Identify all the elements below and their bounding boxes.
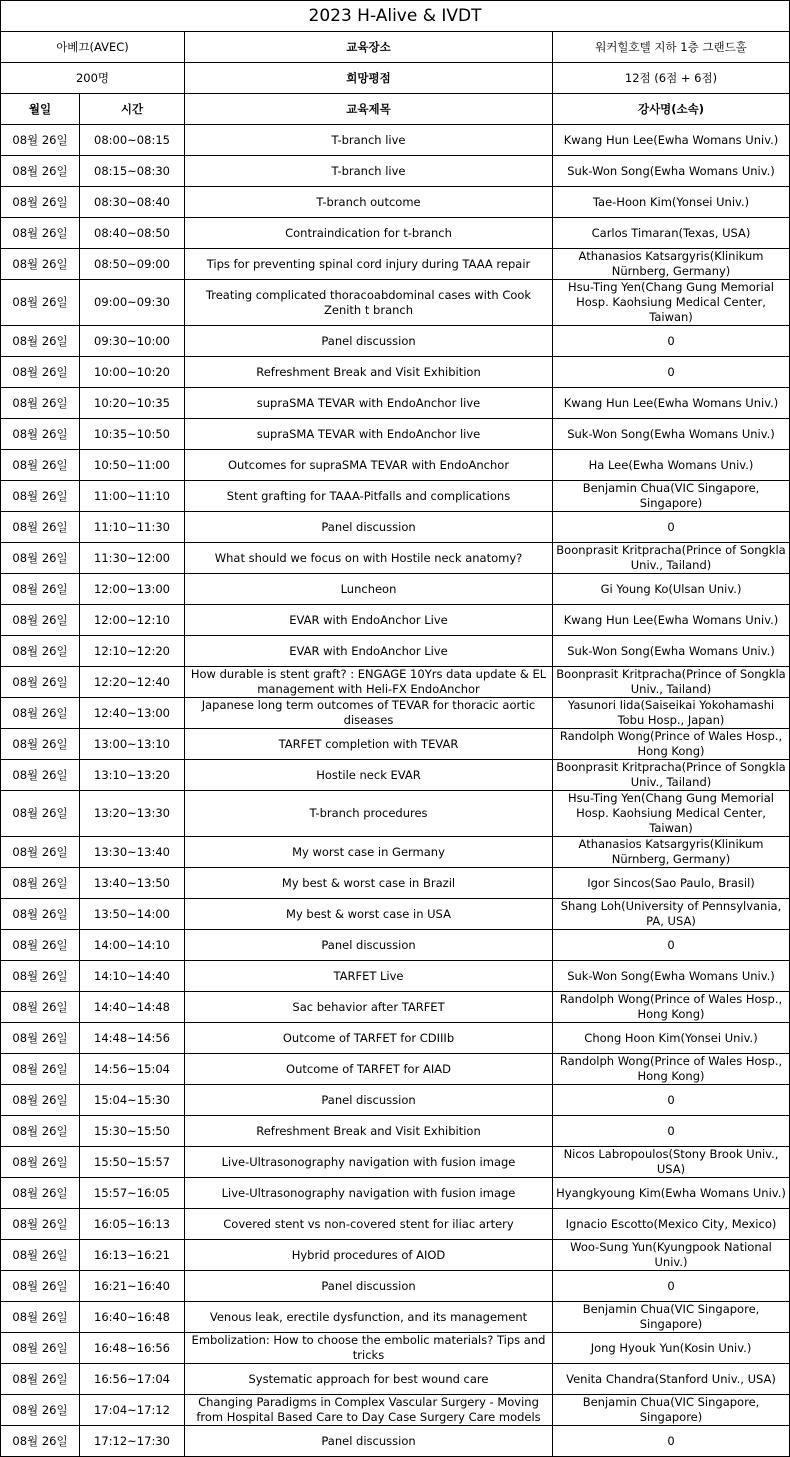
speaker-cell: Gi Young Ko(Ulsan Univ.) — [553, 574, 790, 605]
date-cell: 08월 26일 — [1, 868, 80, 899]
title-cell: Live-Ultrasonography navigation with fusion image — [185, 1147, 553, 1178]
time-cell: 13:50~14:00 — [80, 899, 185, 930]
speaker-cell: 0 — [553, 930, 790, 961]
time-cell: 08:40~08:50 — [80, 218, 185, 249]
speaker-cell: Kwang Hun Lee(Ewha Womans Univ.) — [553, 605, 790, 636]
date-cell: 08월 26일 — [1, 992, 80, 1023]
title-cell: supraSMA TEVAR with EndoAnchor live — [185, 388, 553, 419]
title-cell: T-branch live — [185, 156, 553, 187]
date-cell: 08월 26일 — [1, 1054, 80, 1085]
time-cell: 08:00~08:15 — [80, 125, 185, 156]
speaker-cell: Suk-Won Song(Ewha Womans Univ.) — [553, 156, 790, 187]
table-row — [1, 326, 790, 357]
title-cell: Embolization: How to choose the embolic materials? Tips and tricks — [185, 1333, 553, 1364]
time-cell: 16:13~16:21 — [80, 1240, 185, 1271]
date-cell: 08월 26일 — [1, 218, 80, 249]
time-cell: 08:15~08:30 — [80, 156, 185, 187]
title-cell: Changing Paradigms in Complex Vascular Surgery - Moving from Hospital Based Care to Day Case Surgery Care models — [185, 1395, 553, 1426]
table-row — [1, 868, 790, 899]
time-cell: 11:00~11:10 — [80, 481, 185, 512]
date-cell: 08월 26일 — [1, 481, 80, 512]
table-row — [1, 357, 790, 388]
title-cell: Outcomes for supraSMA TEVAR with EndoAnchor — [185, 450, 553, 481]
table-row — [1, 1085, 790, 1116]
table-row — [1, 1333, 790, 1364]
date-cell: 08월 26일 — [1, 1426, 80, 1457]
table-row — [1, 1023, 790, 1054]
title-cell: Sac behavior after TARFET — [185, 992, 553, 1023]
title-cell: EVAR with EndoAnchor Live — [185, 605, 553, 636]
time-cell: 14:10~14:40 — [80, 961, 185, 992]
speaker-cell: Yasunori Iida(Saiseikai Yokohamashi Tobu Hosp., Japan) — [553, 698, 790, 729]
title-cell: Refreshment Break and Visit Exhibition — [185, 1116, 553, 1147]
table-row — [1, 156, 790, 187]
date-cell: 08월 26일 — [1, 249, 80, 280]
speaker-cell: Boonprasit Kritpracha(Prince of Songkla Univ., Tailand) — [553, 543, 790, 574]
title-cell: supraSMA TEVAR with EndoAnchor live — [185, 419, 553, 450]
table-row — [1, 450, 790, 481]
header-date: 월일 — [1, 94, 80, 125]
date-cell: 08월 26일 — [1, 760, 80, 791]
title-cell: T-branch procedures — [185, 791, 553, 837]
time-cell: 13:10~13:20 — [80, 760, 185, 791]
time-cell: 11:30~12:00 — [80, 543, 185, 574]
speaker-cell: Randolph Wong(Prince of Wales Hosp., Hong Kong) — [553, 992, 790, 1023]
table-row — [1, 729, 790, 760]
table-row — [1, 1271, 790, 1302]
date-cell: 08월 26일 — [1, 1209, 80, 1240]
date-cell: 08월 26일 — [1, 961, 80, 992]
speaker-cell: Igor Sincos(Sao Paulo, Brasil) — [553, 868, 790, 899]
table-row — [1, 574, 790, 605]
speaker-cell: Randolph Wong(Prince of Wales Hosp., Hong Kong) — [553, 729, 790, 760]
table-row — [1, 218, 790, 249]
speaker-cell: Venita Chandra(Stanford Univ., USA) — [553, 1364, 790, 1395]
table-row — [1, 1209, 790, 1240]
date-cell: 08월 26일 — [1, 1395, 80, 1426]
table-row — [1, 992, 790, 1023]
title-cell: My best & worst case in Brazil — [185, 868, 553, 899]
date-cell: 08월 26일 — [1, 899, 80, 930]
title-cell: EVAR with EndoAnchor Live — [185, 636, 553, 667]
speaker-cell: Hyangkyoung Kim(Ewha Womans Univ.) — [553, 1178, 790, 1209]
title-cell: T-branch live — [185, 125, 553, 156]
title-cell: Panel discussion — [185, 1271, 553, 1302]
table-row — [1, 481, 790, 512]
header-time: 시간 — [80, 94, 185, 125]
table-row — [1, 698, 790, 729]
time-cell: 12:40~13:00 — [80, 698, 185, 729]
table-row — [1, 1240, 790, 1271]
venue-value: 워커힐호텔 지하 1층 그랜드홀 — [553, 32, 790, 63]
date-cell: 08월 26일 — [1, 1085, 80, 1116]
time-cell: 17:04~17:12 — [80, 1395, 185, 1426]
table-row — [1, 667, 790, 698]
date-cell: 08월 26일 — [1, 1240, 80, 1271]
title-cell: Outcome of TARFET for CDIIIb — [185, 1023, 553, 1054]
time-cell: 10:35~10:50 — [80, 419, 185, 450]
time-cell: 13:40~13:50 — [80, 868, 185, 899]
title-cell: Hostile neck EVAR — [185, 760, 553, 791]
speaker-cell: 0 — [553, 1085, 790, 1116]
title-cell: Treating complicated thoracoabdominal cases with Cook Zenith t branch — [185, 280, 553, 326]
title-cell: Panel discussion — [185, 512, 553, 543]
title-cell: Panel discussion — [185, 930, 553, 961]
speaker-cell: 0 — [553, 357, 790, 388]
title-cell: Systematic approach for best wound care — [185, 1364, 553, 1395]
speaker-cell: Hsu-Ting Yen(Chang Gung Memorial Hosp. Kaohsiung Medical Center, Taiwan) — [553, 280, 790, 326]
title-cell: Live-Ultrasonography navigation with fusion image — [185, 1178, 553, 1209]
date-cell: 08월 26일 — [1, 512, 80, 543]
table-row — [1, 1116, 790, 1147]
time-cell: 16:48~16:56 — [80, 1333, 185, 1364]
time-cell: 14:56~15:04 — [80, 1054, 185, 1085]
table-row — [1, 125, 790, 156]
date-cell: 08월 26일 — [1, 1302, 80, 1333]
header-speaker: 강사명(소속) — [553, 94, 790, 125]
table-row — [1, 1178, 790, 1209]
table-row — [1, 512, 790, 543]
speaker-cell: Suk-Won Song(Ewha Womans Univ.) — [553, 419, 790, 450]
date-cell: 08월 26일 — [1, 125, 80, 156]
table-row — [1, 249, 790, 280]
header-row — [1, 94, 790, 125]
table-row — [1, 419, 790, 450]
date-cell: 08월 26일 — [1, 667, 80, 698]
table-row — [1, 1054, 790, 1085]
time-cell: 14:00~14:10 — [80, 930, 185, 961]
table-row — [1, 187, 790, 218]
credit-value: 12점 (6점 + 6점) — [553, 63, 790, 94]
speaker-cell: Athanasios Katsargyris(Klinikum Nürnberg, Germany) — [553, 837, 790, 868]
speaker-cell: Nicos Labropoulos(Stony Brook Univ., USA) — [553, 1147, 790, 1178]
speaker-cell: Benjamin Chua(VIC Singapore, Singapore) — [553, 1395, 790, 1426]
speaker-cell: Boonprasit Kritpracha(Prince of Songkla Univ., Tailand) — [553, 760, 790, 791]
date-cell: 08월 26일 — [1, 636, 80, 667]
table-row — [1, 930, 790, 961]
speaker-cell: Carlos Timaran(Texas, USA) — [553, 218, 790, 249]
time-cell: 09:30~10:00 — [80, 326, 185, 357]
table-row — [1, 1426, 790, 1457]
speaker-cell: Kwang Hun Lee(Ewha Womans Univ.) — [553, 125, 790, 156]
speaker-cell: Randolph Wong(Prince of Wales Hosp., Hong Kong) — [553, 1054, 790, 1085]
table-row — [1, 961, 790, 992]
date-cell: 08월 26일 — [1, 930, 80, 961]
date-cell: 08월 26일 — [1, 1116, 80, 1147]
speaker-cell: Tae-Hoon Kim(Yonsei Univ.) — [553, 187, 790, 218]
speaker-cell: Athanasios Katsargyris(Klinikum Nürnberg, Germany) — [553, 249, 790, 280]
table-row — [1, 760, 790, 791]
table-row — [1, 1302, 790, 1333]
time-cell: 12:10~12:20 — [80, 636, 185, 667]
time-cell: 13:30~13:40 — [80, 837, 185, 868]
speaker-cell: Suk-Won Song(Ewha Womans Univ.) — [553, 636, 790, 667]
title-cell: How durable is stent graft? : ENGAGE 10Yrs data update & EL management with Heli-FX EndoAnchor — [185, 667, 553, 698]
organizer: 아베끄(AVEC) — [1, 32, 185, 63]
date-cell: 08월 26일 — [1, 187, 80, 218]
title-cell: Venous leak, erectile dysfunction, and its management — [185, 1302, 553, 1333]
title-cell: My best & worst case in USA — [185, 899, 553, 930]
time-cell: 08:50~09:00 — [80, 249, 185, 280]
speaker-cell: Chong Hoon Kim(Yonsei Univ.) — [553, 1023, 790, 1054]
time-cell: 14:48~14:56 — [80, 1023, 185, 1054]
date-cell: 08월 26일 — [1, 1178, 80, 1209]
date-cell: 08월 26일 — [1, 156, 80, 187]
info-row-credit — [1, 63, 790, 94]
date-cell: 08월 26일 — [1, 574, 80, 605]
speaker-cell: Ha Lee(Ewha Womans Univ.) — [553, 450, 790, 481]
speaker-cell: Benjamin Chua(VIC Singapore, Singapore) — [553, 1302, 790, 1333]
table-row — [1, 837, 790, 868]
table-row — [1, 543, 790, 574]
time-cell: 12:00~13:00 — [80, 574, 185, 605]
table-row — [1, 791, 790, 837]
table-row — [1, 1395, 790, 1426]
time-cell: 12:00~12:10 — [80, 605, 185, 636]
speaker-cell: 0 — [553, 1426, 790, 1457]
time-cell: 08:30~08:40 — [80, 187, 185, 218]
date-cell: 08월 26일 — [1, 837, 80, 868]
table-row — [1, 388, 790, 419]
speaker-cell: 0 — [553, 326, 790, 357]
time-cell: 09:00~09:30 — [80, 280, 185, 326]
title-cell: Luncheon — [185, 574, 553, 605]
date-cell: 08월 26일 — [1, 605, 80, 636]
title-cell: TARFET Live — [185, 961, 553, 992]
date-cell: 08월 26일 — [1, 1023, 80, 1054]
title-cell: My worst case in Germany — [185, 837, 553, 868]
date-cell: 08월 26일 — [1, 543, 80, 574]
date-cell: 08월 26일 — [1, 388, 80, 419]
title-cell: Panel discussion — [185, 326, 553, 357]
title-row — [1, 1, 790, 32]
speaker-cell: Woo-Sung Yun(Kyungpook National Univ.) — [553, 1240, 790, 1271]
date-cell: 08월 26일 — [1, 1147, 80, 1178]
title-cell: Tips for preventing spinal cord injury during TAAA repair — [185, 249, 553, 280]
speaker-cell: Ignacio Escotto(Mexico City, Mexico) — [553, 1209, 790, 1240]
info-row-venue — [1, 32, 790, 63]
date-cell: 08월 26일 — [1, 326, 80, 357]
date-cell: 08월 26일 — [1, 357, 80, 388]
capacity: 200명 — [1, 63, 185, 94]
title-cell: Panel discussion — [185, 1426, 553, 1457]
date-cell: 08월 26일 — [1, 698, 80, 729]
table-row — [1, 1364, 790, 1395]
time-cell: 10:00~10:20 — [80, 357, 185, 388]
time-cell: 16:21~16:40 — [80, 1271, 185, 1302]
date-cell: 08월 26일 — [1, 419, 80, 450]
title-cell: TARFET completion with TEVAR — [185, 729, 553, 760]
header-title: 교육제목 — [185, 94, 553, 125]
speaker-cell: Hsu-Ting Yen(Chang Gung Memorial Hosp. Kaohsiung Medical Center, Taiwan) — [553, 791, 790, 837]
time-cell: 13:20~13:30 — [80, 791, 185, 837]
time-cell: 15:57~16:05 — [80, 1178, 185, 1209]
table-row — [1, 899, 790, 930]
date-cell: 08월 26일 — [1, 791, 80, 837]
time-cell: 10:20~10:35 — [80, 388, 185, 419]
time-cell: 11:10~11:30 — [80, 512, 185, 543]
table-row — [1, 1147, 790, 1178]
speaker-cell: Shang Loh(University of Pennsylvania, PA, USA) — [553, 899, 790, 930]
date-cell: 08월 26일 — [1, 1271, 80, 1302]
speaker-cell: Kwang Hun Lee(Ewha Womans Univ.) — [553, 388, 790, 419]
speaker-cell: Jong Hyouk Yun(Kosin Univ.) — [553, 1333, 790, 1364]
venue-label: 교육장소 — [185, 32, 553, 63]
time-cell: 15:50~15:57 — [80, 1147, 185, 1178]
title-cell: T-branch outcome — [185, 187, 553, 218]
date-cell: 08월 26일 — [1, 450, 80, 481]
title-cell: Refreshment Break and Visit Exhibition — [185, 357, 553, 388]
date-cell: 08월 26일 — [1, 1333, 80, 1364]
title-cell: Outcome of TARFET for AIAD — [185, 1054, 553, 1085]
speaker-cell: 0 — [553, 1271, 790, 1302]
document-title: 2023 H-Alive & IVDT — [1, 1, 790, 32]
title-cell: Panel discussion — [185, 1085, 553, 1116]
time-cell: 13:00~13:10 — [80, 729, 185, 760]
date-cell: 08월 26일 — [1, 1364, 80, 1395]
title-cell: Hybrid procedures of AIOD — [185, 1240, 553, 1271]
table-row — [1, 636, 790, 667]
title-cell: Japanese long term outcomes of TEVAR for thoracic aortic diseases — [185, 698, 553, 729]
speaker-cell: Benjamin Chua(VIC Singapore, Singapore) — [553, 481, 790, 512]
time-cell: 10:50~11:00 — [80, 450, 185, 481]
speaker-cell: 0 — [553, 1116, 790, 1147]
time-cell: 15:04~15:30 — [80, 1085, 185, 1116]
time-cell: 17:12~17:30 — [80, 1426, 185, 1457]
time-cell: 12:20~12:40 — [80, 667, 185, 698]
date-cell: 08월 26일 — [1, 280, 80, 326]
time-cell: 14:40~14:48 — [80, 992, 185, 1023]
table-row — [1, 605, 790, 636]
speaker-cell: Suk-Won Song(Ewha Womans Univ.) — [553, 961, 790, 992]
time-cell: 15:30~15:50 — [80, 1116, 185, 1147]
speaker-cell: Boonprasit Kritpracha(Prince of Songkla Univ., Tailand) — [553, 667, 790, 698]
title-cell: What should we focus on with Hostile neck anatomy? — [185, 543, 553, 574]
speaker-cell: 0 — [553, 512, 790, 543]
time-cell: 16:05~16:13 — [80, 1209, 185, 1240]
time-cell: 16:40~16:48 — [80, 1302, 185, 1333]
date-cell: 08월 26일 — [1, 729, 80, 760]
table-row — [1, 280, 790, 326]
time-cell: 16:56~17:04 — [80, 1364, 185, 1395]
credit-label: 희망평점 — [185, 63, 553, 94]
title-cell: Stent grafting for TAAA-Pitfalls and complications — [185, 481, 553, 512]
title-cell: Covered stent vs non-covered stent for iliac artery — [185, 1209, 553, 1240]
title-cell: Contraindication for t-branch — [185, 218, 553, 249]
